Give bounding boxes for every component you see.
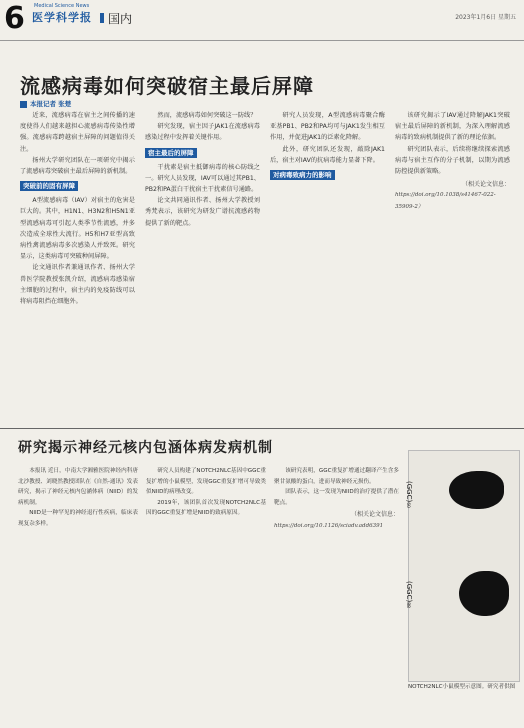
paragraph: 干扰素是宿主抵御病毒的核心防线之一。研究人员发现，IAV可以通过其PB1、PB2和PA蛋白干扰宿主干扰素信号通路。 — [145, 163, 260, 194]
article1-column-3 — [270, 110, 385, 420]
paragraph: 本报讯 近日，中南大学湘雅医院神经内科唐北沙教授、刘晓然教授团队在《自然-通讯》发表研究，揭示了神经元核内包涵体病（NIID）的发病机制。 — [18, 468, 138, 506]
paragraph: 然而，流感病毒如何突破这一防线？ — [157, 112, 257, 119]
issue-date: 2023年1月6日 星期五 — [455, 14, 516, 21]
article2-column-3 — [274, 466, 399, 721]
mouse-image-bottom — [459, 571, 509, 616]
header-rule — [0, 40, 524, 41]
paragraph: 论文共同通讯作者、扬州大学教授刘秀梵表示，该研究为研发广谱抗流感药物提供了新的靶点。 — [145, 197, 260, 227]
related-paper-note: （相关论文信息： — [461, 181, 510, 189]
paragraph: 研究人员构建了NOTCH2NLC基因中GGC重复扩增的小鼠模型，发现GGC重复扩增可导致类似NIID的病理改变。 — [146, 468, 266, 495]
article-title: 流感病毒如何突破宿主最后屏障 — [20, 74, 314, 98]
paragraph: A型流感病毒（IAV）对宿主的危害是巨大的。其中，H1N1、H3N2和H5N1亚型流感病毒可引起人类季节性流感，并多次造成全球性大流行。H5和H7亚型高致病性禽流感病毒多次感染人并致死。研究显示，这类病毒可突破种间屏障。 — [20, 197, 135, 261]
mouse-photo — [405, 450, 520, 682]
photo-caption: NOTCH2NLC小鼠模型示意图。研究者供图 — [408, 684, 516, 690]
page-number: 6 — [4, 1, 25, 36]
paragraph: 2019年，该团队首次发现NOTCH2NLC基因的GGC重复扩增是NIID的致病原因。 — [146, 499, 266, 516]
paragraph: 该研究揭示了IAV通过降解JAK1突破宿主最后屏障的新机制，为深入理解流感病毒的致病机制提供了新的理论依据。 — [395, 112, 510, 142]
paragraph: 该研究表明，GGC重复扩增通过翻译产生含多聚甘氨酸的蛋白，进而导致神经元损伤。 — [274, 468, 399, 485]
paragraph: 研究团队表示，后续将继续探索流感病毒与宿主互作的分子机制，以期为流感防控提供新策略。 — [395, 145, 510, 176]
photo-label-bottom: (GGC)₈₈ — [405, 581, 413, 608]
subheading: 宿主最后的屏障 — [145, 148, 197, 158]
paper-doi[interactable]: https://doi.org/10.1038/s41467-022-35909-2） — [395, 192, 496, 210]
subheading: 对病毒致病力的影响 — [270, 170, 335, 180]
paragraph: 研究人员发现，A型流感病毒聚合酶亚基PB1、PB2和PA均可与JAK1发生相互作用，并促进JAK1的泛素化降解。 — [270, 112, 385, 142]
article2-column-1 — [18, 466, 138, 721]
paragraph: 论文通讯作者兼通讯作者、扬州大学兽医学院教授张凯介绍，流感病毒感染宿主细胞的过程中，宿主内的免疫防线可以将病毒阻挡在细胞外。 — [20, 264, 135, 306]
section-marker — [100, 13, 104, 23]
article2-column-2 — [146, 466, 266, 721]
related-paper-note: （相关论文信息： — [350, 511, 399, 518]
photo-label-top: (GGC)₆₀ — [405, 481, 413, 508]
logo-subtext: Medical Science News — [34, 3, 90, 9]
paragraph: 研究发现，宿主因子JAK1在流感病毒感染过程中发挥着关键作用。 — [145, 123, 260, 142]
paragraph: 此外，研究团队还发现，敲除JAK1后，宿主对IAV的抗病毒能力显著下降。 — [270, 145, 385, 164]
article1-column-2 — [145, 110, 260, 420]
article-author: 本报记者 张楚 — [30, 100, 72, 108]
article1-column-1 — [20, 110, 135, 420]
paragraph: NIID是一种罕见的神经退行性疾病，临床表现复杂多样。 — [18, 510, 138, 527]
article1-column-4 — [395, 110, 510, 420]
mouse-image-top — [449, 471, 504, 509]
paragraph: 扬州大学研究团队在一项研究中揭示了流感病毒突破宿主最后屏障的新机制。 — [20, 156, 135, 176]
paper-doi[interactable]: https://doi.org/10.1126/sciadv.add6391 — [274, 522, 384, 529]
section-title: 国内 — [108, 12, 133, 26]
article2-title: 研究揭示神经元核内包涵体病发病机制 — [18, 440, 273, 456]
subheading: 突破前的固有屏障 — [20, 181, 78, 191]
author-icon — [20, 101, 27, 108]
newspaper-logo: 医学科学报 — [32, 11, 92, 24]
article-divider — [0, 428, 524, 429]
paragraph: 近来，流感病毒在宿主之间传播的速度使得人们越来越担心流感病毒传染性增强。流感病毒跨越宿主屏障的问题值得关注。 — [20, 112, 135, 153]
paragraph: 团队表示，这一发现为NIID的治疗提供了潜在靶点。 — [274, 489, 399, 506]
